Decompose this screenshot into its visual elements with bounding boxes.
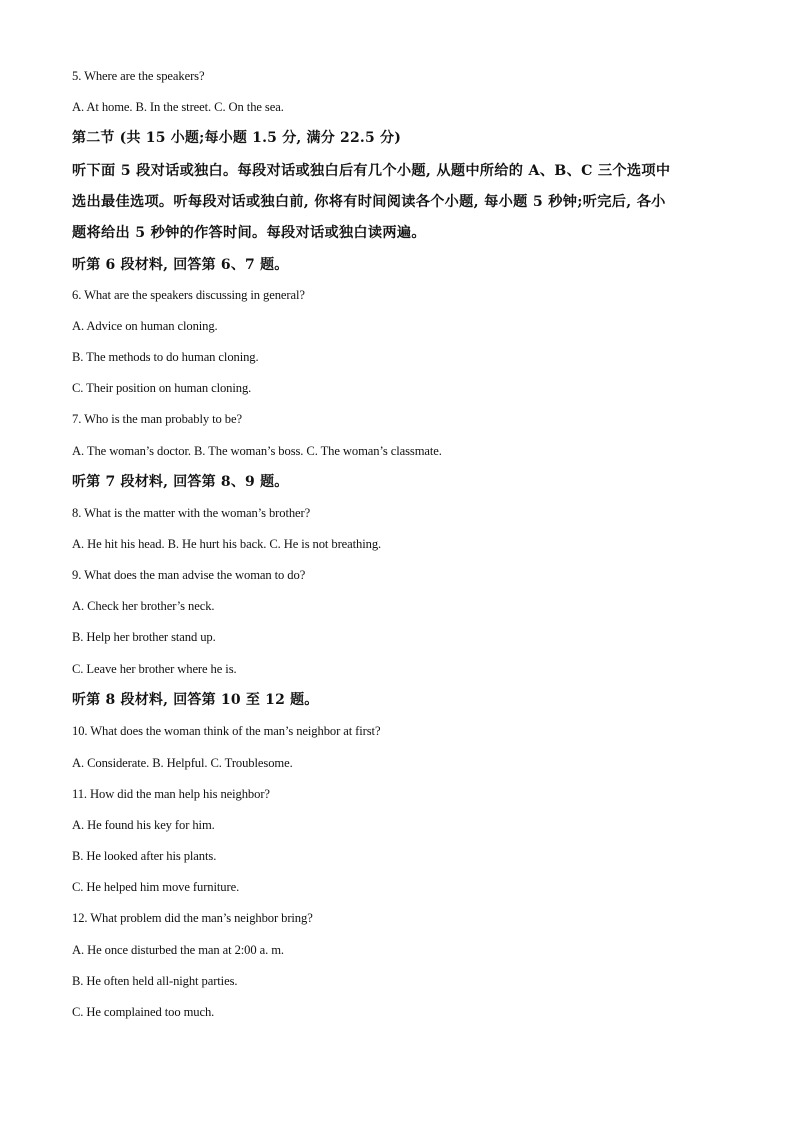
section2-instructions-line-2: 选出最佳选项。听每段对话或独白前, 你将有时间阅读各个小题, 每小题 5 秒钟;听完后, 各小 [72,194,666,210]
q11-option-b: B. He looked after his plants. [72,849,217,863]
q12-option-a: A. He once disturbed the man at 2:00 a. m. [72,943,284,957]
q5-question: 5. Where are the speakers? [72,69,205,83]
section2-instructions-line-3: 题将给出 5 秒钟的作答时间。每段对话或独白读两遍。 [72,225,426,241]
q6-question: 6. What are the speakers discussing in general? [72,288,305,302]
q12-option-c: C. He complained too much. [72,1005,215,1019]
section2-instructions-line-1: 听下面 5 段对话或独白。每段对话或独白后有几个小题, 从题中所给的 A、B、C 三个选项中 [72,163,671,179]
q12-question: 12. What problem did the man’s neighbor bring? [72,911,313,925]
material6-heading: 听第 6 段材料, 回答第 6、7 题。 [72,257,289,273]
q10-options: A. Considerate. B. Helpful. C. Troublesome. [72,756,293,770]
q6-option-c: C. Their position on human cloning. [72,381,252,395]
q11-option-a: A. He found his key for him. [72,818,215,832]
material7-heading: 听第 7 段材料, 回答第 8、9 题。 [72,474,289,490]
q9-option-b: B. Help her brother stand up. [72,630,216,644]
section2-title: 第二节 (共 15 小题;每小题 1.5 分, 满分 22.5 分) [72,130,402,146]
q7-options: A. The woman’s doctor. B. The woman’s boss. C. The woman’s classmate. [72,444,442,458]
q8-options: A. He hit his head. B. He hurt his back. C. He is not breathing. [72,537,382,551]
q11-question: 11. How did the man help his neighbor? [72,787,270,801]
q5-options: A. At home. B. In the street. C. On the sea. [72,100,284,114]
q9-question: 9. What does the man advise the woman to do? [72,568,306,582]
q9-option-a: A. Check her brother’s neck. [72,599,215,613]
q7-question: 7. Who is the man probably to be? [72,412,242,426]
q9-option-c: C. Leave her brother where he is. [72,662,237,676]
q8-question: 8. What is the matter with the woman’s brother? [72,506,311,520]
q6-option-b: B. The methods to do human cloning. [72,350,259,364]
q12-option-b: B. He often held all-night parties. [72,974,238,988]
q10-question: 10. What does the woman think of the man’s neighbor at first? [72,724,381,738]
material8-heading: 听第 8 段材料, 回答第 10 至 12 题。 [72,692,319,708]
q11-option-c: C. He helped him move furniture. [72,880,240,894]
q6-option-a: A. Advice on human cloning. [72,319,218,333]
